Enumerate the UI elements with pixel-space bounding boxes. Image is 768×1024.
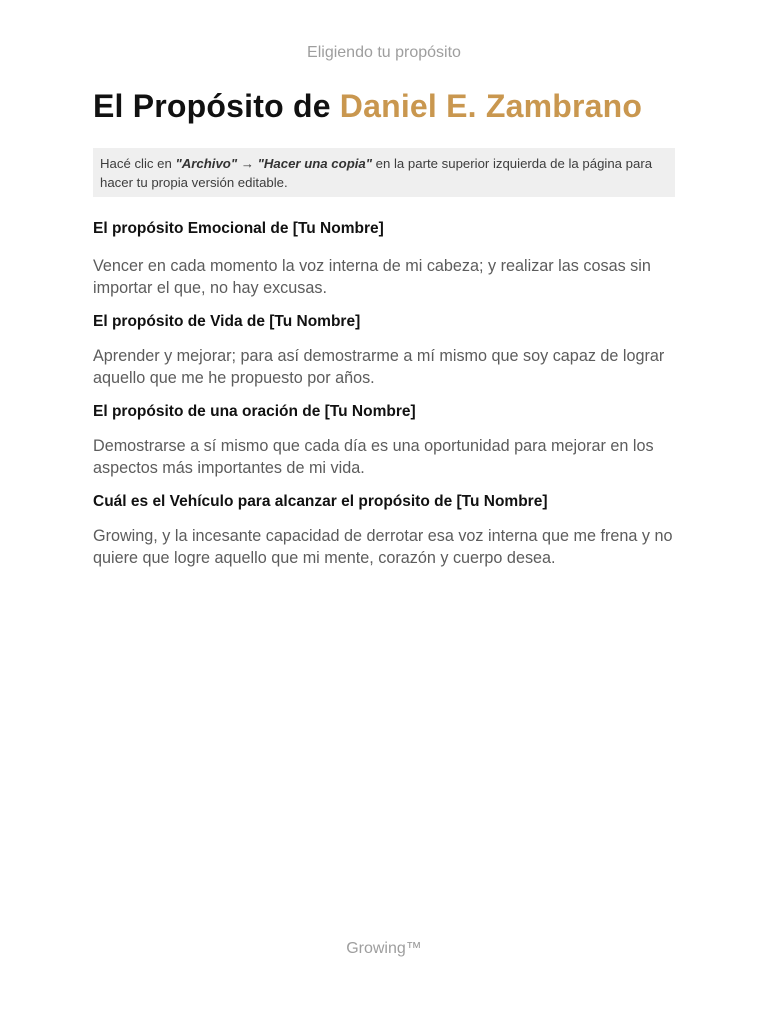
section-body-life: Aprender y mejorar; para así demostrarme a mí mismo que soy capaz de lograr aquello que me he propuesto por años. — [93, 347, 665, 387]
page-header: Eligiendo tu propósito — [307, 44, 461, 61]
section-heading-life: El propósito de Vida de [Tu Nombre] — [93, 313, 361, 330]
notice-text-start: Hacé clic en — [100, 156, 176, 171]
section-heading-sentence: El propósito de una oración de [Tu Nombre] — [93, 403, 416, 420]
section-body-emotional: Vencer en cada momento la voz interna de mi cabeza; y realizar las cosas sin importar el que, no hay excusas. — [93, 257, 651, 297]
page-title — [93, 88, 693, 125]
section-heading-vehicle: Cuál es el Vehículo para alcanzar el propósito de [Tu Nombre] — [93, 493, 548, 510]
section-body-sentence: Demostrarse a sí mismo que cada día es una oportunidad para mejorar en los aspectos más importantes de mi vida. — [93, 437, 654, 477]
page-footer: Growing™ — [346, 940, 422, 957]
copy-instructions-notice — [93, 148, 675, 197]
title-prefix: El Propósito de — [93, 88, 340, 124]
title-name: Daniel E. Zambrano — [339, 88, 643, 124]
purpose-sections — [93, 218, 678, 569]
notice-action: "Archivo" → "Hacer una copia" — [175, 156, 372, 171]
notice-text-end: en la parte superior izquierda de la página para hacer tu propia versión editable. — [100, 156, 653, 190]
section-heading-emotional: El propósito Emocional de [Tu Nombre] — [93, 220, 384, 237]
section-body-vehicle: Growing, y la incesante capacidad de derrotar esa voz interna que me frena y no quiere que logre aquello que mi mente, corazón y cuerpo desea. — [93, 527, 673, 567]
